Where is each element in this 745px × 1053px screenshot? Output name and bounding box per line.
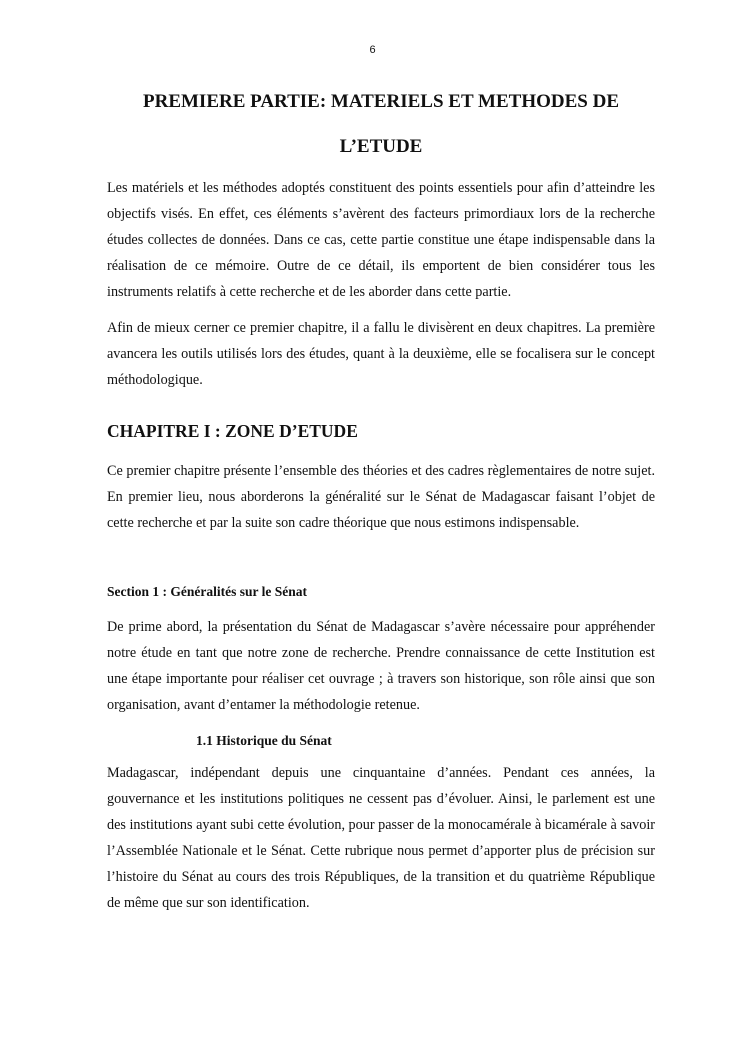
chapter-title: CHAPITRE I : ZONE D’ETUDE xyxy=(107,421,358,441)
page-number: 6 xyxy=(369,44,376,56)
part-title-line-2: L’ETUDE xyxy=(339,136,423,157)
part-title-line-1: PREMIERE PARTIE: MATERIELS ET METHODES DE xyxy=(143,91,619,112)
section-1-title: Section 1 : Généralités sur le Sénat xyxy=(107,584,307,599)
intro-paragraph-1: Les matériels et les méthodes adoptés constituent des points essentiels pour afin d’atteindre les objectifs visés. En effet, ces éléments s’avèrent des facteurs primordiaux lors de la recherche études collectes de données. Dans ce cas, cette partie constitue une étape indispensable dans la réalisation de ce mémoire. Outre de ce détail, ils emportent de bien considérer tous les instruments relatifs à cette recherche et de les aborder dans cette partie. xyxy=(107,180,655,300)
intro-paragraph-2: Afin de mieux cerner ce premier chapitre, il a fallu le divisèrent en deux chapitres. La première avancera les outils utilisés lors des études, quant à la deuxième, elle se focalisera sur le concept méthodologique. xyxy=(107,320,655,388)
subsection-1-1-title: 1.1 Historique du Sénat xyxy=(196,733,332,748)
section-1-paragraph: De prime abord, la présentation du Sénat de Madagascar s’avère nécessaire pour appréhender notre étude en tant que notre zone de recherche. Prendre connaissance de cette Institution est une étape importante pour réaliser cet ouvrage ; à travers son historique, son rôle ainsi que son organisation, avant d’entamer la méthodologie retenue. xyxy=(107,619,655,713)
subsection-1-1-paragraph: Madagascar, indépendant depuis une cinquantaine d’années. Pendant ces années, la gouvernance et les institutions politiques ne cessent pas d’évoluer. Ainsi, le parlement est une des institutions ayant subi cette évolution, pour passer de la monocamérale à bicamérale à savoir l’Assemblée Nationale et le Sénat. Cette rubrique nous permet d’apporter plus de précision sur l’histoire du Sénat au cours des trois Républiques, de la transition et du quatrième République de même que sur son identification. xyxy=(107,765,656,911)
chapter-paragraph: Ce premier chapitre présente l’ensemble des théories et des cadres règlementaires de notre sujet. En premier lieu, nous aborderons la généralité sur le Sénat de Madagascar faisant l’objet de cette recherche et par la suite son cadre théorique que nous estimons indispensable. xyxy=(107,463,655,531)
